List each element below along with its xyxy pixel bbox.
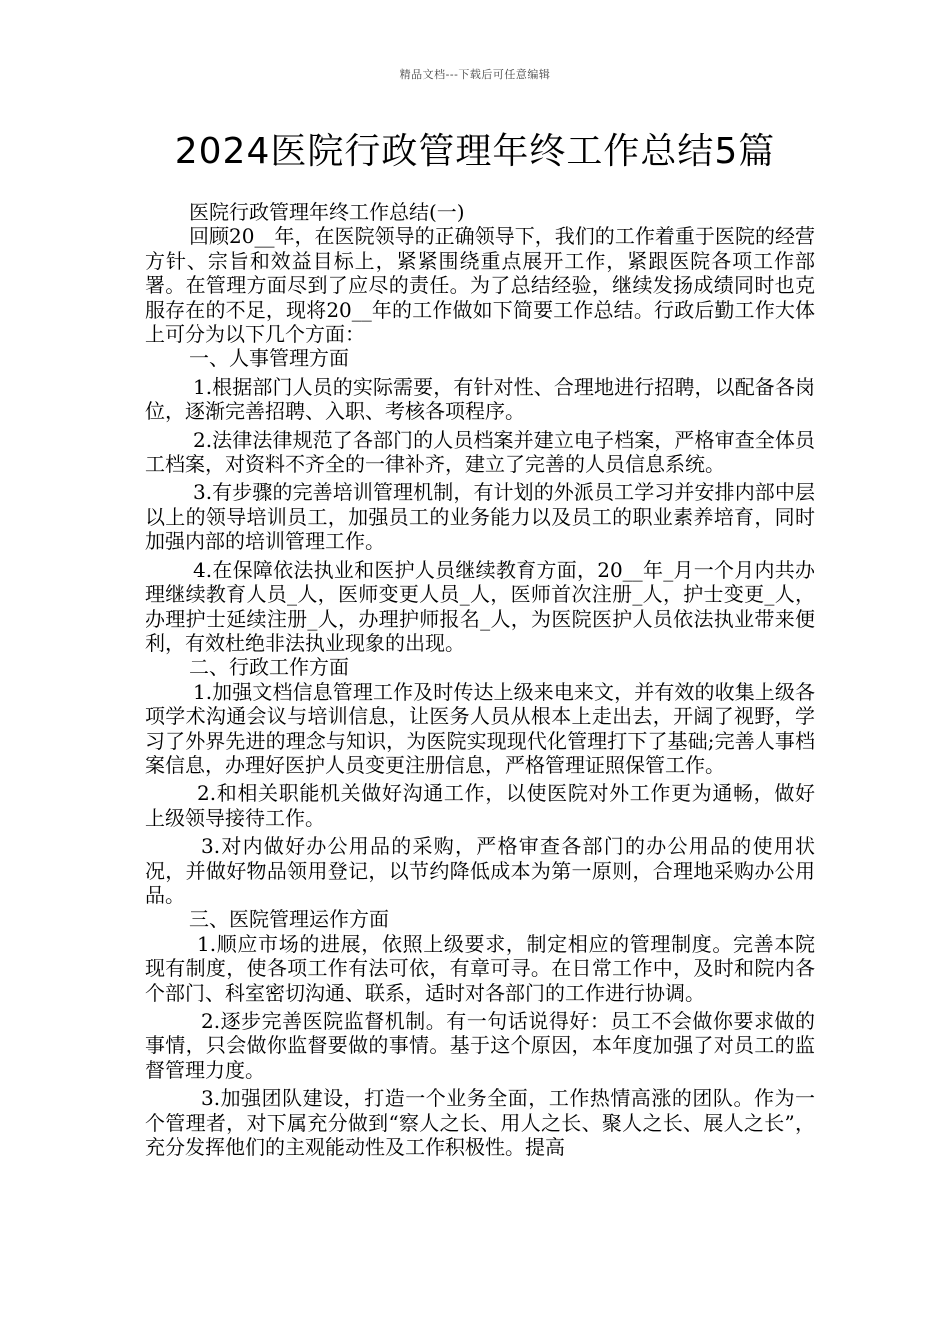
intro-paragraph: 回顾20__年，在医院领导的正确领导下，我们的工作着重于医院的经营方针、宗旨和效益目标上，紧紧围绕重点展开工作，紧跟医院各项工作部署。在管理方面尽到了应尽的责任。为了总结经验，继续发扬成绩同时也克服存在的不足，现将20__年的工作做如下简要工作总结。行政后勤工作大体上可分为以下几个方面： — [145, 224, 815, 347]
list-item-administration-2: 2.和相关职能机关做好沟通工作，以使医院对外工作更为通畅，做好上级领导接待工作。 — [145, 781, 815, 830]
section-heading-administration: 二、行政工作方面 — [189, 655, 349, 680]
list-item-operations-3: 3.加强团队建设，打造一个业务全面，工作热情高涨的团队。作为一个管理者，对下属充分做到“察人之长、用人之长、聚人之长、展人之长”，充分发挥他们的主观能动性及工作积极性。提高 — [145, 1086, 815, 1160]
header-watermark: 精品文档---下载后可任意编辑 — [399, 68, 551, 81]
section-subtitle: 医院行政管理年终工作总结(一) — [189, 200, 465, 224]
document-title: 2024医院行政管理年终工作总结5篇 — [174, 131, 776, 172]
list-item-personnel-1: 1.根据部门人员的实际需要，有针对性、合理地进行招聘，以配备各岗位，逐渐完善招聘、入职、考核各项程序。 — [145, 374, 815, 424]
list-item-administration-3: 3.对内做好办公用品的采购，严格审查各部门的办公用品的使用状况，并做好物品领用登记，以节约降低成本为第一原则，合理地采购办公用品。 — [145, 834, 815, 907]
list-item-personnel-4: 4.在保障依法执业和医护人员继续教育方面，20__年_月一个月内共办理继续教育人员_人，医师变更人员_人，医师首次注册_人，护士变更_人，办理护士延续注册_人，办理护师报名_人，为医院医护人员依法执业带来便利，有效杜绝非法执业现象的出现。 — [145, 557, 815, 655]
document-body — [145, 200, 815, 1159]
section-heading-operations: 三、医院管理运作方面 — [189, 907, 389, 932]
list-item-personnel-3: 3.有步骤的完善培训管理机制，有计划的外派员工学习并安排内部中层以上的领导培训员工，加强员工的业务能力以及员工的职业素养培育，同时加强内部的培训管理工作。 — [145, 480, 815, 554]
list-item-personnel-2: 2.法律法律规范了各部门的人员档案并建立电子档案，严格审查全体员工档案，对资料不齐全的一律补齐，建立了完善的人员信息系统。 — [145, 427, 815, 477]
list-item-operations-1: 1.顺应市场的进展，依照上级要求，制定相应的管理制度。完善本院现有制度，使各项工作有法可依，有章可寻。在日常工作中，及时和院内各个部门、科室密切沟通、联系，适时对各部门的工作进行协调。 — [145, 931, 815, 1005]
list-item-administration-1: 1.加强文档信息管理工作及时传达上级来电来文，并有效的收集上级各项学术沟通会议与培训信息，让医务人员从根本上走出去，开阔了视野，学习了外界先进的理念与知识，为医院实现现代化管理打下了基础;完善人事档案信息，办理好医护人员变更注册信息，严格管理证照保管工作。 — [145, 679, 815, 777]
list-item-operations-2: 2.逐步完善医院监督机制。有一句话说得好：员工不会做你要求做的事情，只会做你监督要做的事情。基于这个原因，本年度加强了对员工的监督管理力度。 — [145, 1009, 815, 1082]
section-heading-personnel: 一、人事管理方面 — [189, 346, 349, 371]
